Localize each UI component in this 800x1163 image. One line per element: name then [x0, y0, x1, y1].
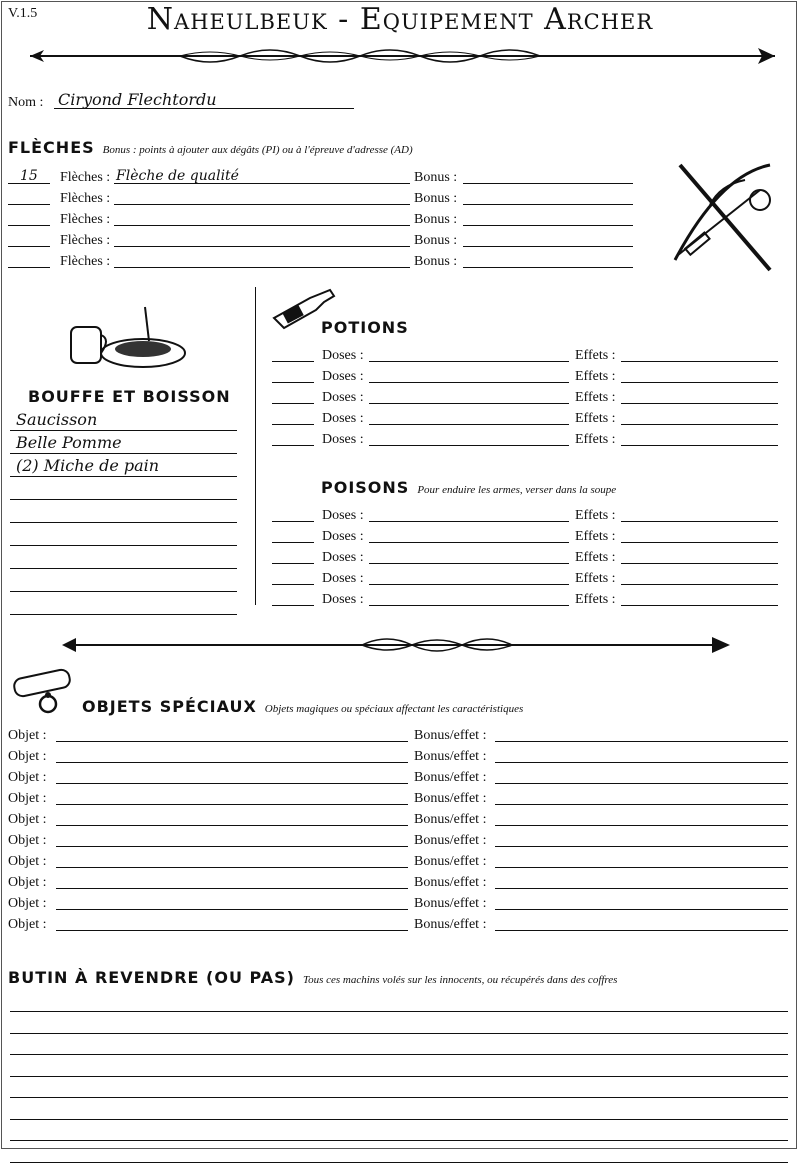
objet-bonus-line[interactable] [495, 825, 788, 826]
potions-effets-label: Effets : [575, 348, 616, 363]
potions-qty-line[interactable] [272, 382, 314, 383]
potions-title: POTIONS [321, 318, 409, 337]
poisons-doses-line[interactable] [369, 605, 569, 606]
fleches-bonus-line[interactable] [463, 183, 633, 184]
potions-qty-line[interactable] [272, 424, 314, 425]
poisons-effets-line[interactable] [621, 542, 778, 543]
objet-line[interactable] [56, 741, 408, 742]
potions-qty-line[interactable] [272, 403, 314, 404]
fleches-bonus-line[interactable] [463, 204, 633, 205]
food-plate-icon [65, 305, 190, 375]
butin-line[interactable] [10, 1162, 788, 1163]
poisons-effets-line[interactable] [621, 605, 778, 606]
fleches-bonus-label: Bonus : [414, 191, 458, 206]
butin-line[interactable] [10, 1076, 788, 1077]
potions-effets-line[interactable] [621, 382, 778, 383]
objet-label: Objet : [8, 875, 47, 890]
butin-line[interactable] [10, 1097, 788, 1098]
bouffe-line [10, 545, 237, 546]
bouffe-line [10, 591, 237, 592]
poisons-effets-label: Effets : [575, 571, 616, 586]
objet-bonus-label: Bonus/effet : [414, 812, 487, 827]
bouffe-line [10, 568, 237, 569]
objet-line[interactable] [56, 783, 408, 784]
potions-doses-line[interactable] [369, 424, 569, 425]
fleches-name-line [114, 204, 410, 205]
potions-doses-line[interactable] [369, 403, 569, 404]
poisons-qty-line[interactable] [272, 563, 314, 564]
fleches-bonus-label: Bonus : [414, 233, 458, 248]
objet-label: Objet : [8, 770, 47, 785]
page-title: Naheulbeuk - Equipement Archer [146, 2, 654, 37]
fleches-qty-line [8, 204, 50, 205]
objet-bonus-label: Bonus/effet : [414, 896, 487, 911]
potions-effets-label: Effets : [575, 390, 616, 405]
poisons-qty-line[interactable] [272, 605, 314, 606]
fleches-bonus-label: Bonus : [414, 170, 458, 185]
spear-divider-top-icon [30, 44, 790, 72]
fleches-bonus-label: Bonus : [414, 212, 458, 227]
fleches-qty-line [8, 225, 50, 226]
poisons-effets-line[interactable] [621, 563, 778, 564]
fleches-label: Flèches : [60, 254, 111, 269]
objet-bonus-label: Bonus/effet : [414, 854, 487, 869]
potions-effets-label: Effets : [575, 432, 616, 447]
potions-doses-label: Doses : [322, 432, 364, 447]
bouffe-line [10, 522, 237, 523]
objet-line[interactable] [56, 804, 408, 805]
poisons-doses-label: Doses : [322, 529, 364, 544]
potions-qty-line[interactable] [272, 445, 314, 446]
objet-label: Objet : [8, 917, 47, 932]
poisons-title: POISONS Pour enduire les armes, verser dans la soupe [321, 478, 617, 497]
potions-doses-line[interactable] [369, 382, 569, 383]
objet-line[interactable] [56, 888, 408, 889]
objet-bonus-line[interactable] [495, 846, 788, 847]
version-label: V.1.5 [8, 6, 38, 21]
objets-title: OBJETS SPÉCIAUX Objets magiques ou spéciaux affectant les caractéristiques [82, 697, 524, 716]
bouffe-item[interactable]: Belle Pomme [16, 433, 122, 452]
fleches-label: Flèches : [60, 170, 111, 185]
objet-bonus-label: Bonus/effet : [414, 917, 487, 932]
potions-doses-label: Doses : [322, 348, 364, 363]
potions-qty-line[interactable] [272, 361, 314, 362]
poisons-doses-label: Doses : [322, 508, 364, 523]
objet-bonus-line[interactable] [495, 888, 788, 889]
poisons-effets-label: Effets : [575, 550, 616, 565]
objet-bonus-label: Bonus/effet : [414, 875, 487, 890]
poisons-doses-line[interactable] [369, 584, 569, 585]
objet-line[interactable] [56, 930, 408, 931]
objet-line[interactable] [56, 909, 408, 910]
poisons-qty-line[interactable] [272, 584, 314, 585]
potions-effets-line[interactable] [621, 403, 778, 404]
objet-line[interactable] [56, 867, 408, 868]
objet-label: Objet : [8, 728, 47, 743]
name-underline [54, 108, 354, 109]
potions-effets-line[interactable] [621, 445, 778, 446]
objet-label: Objet : [8, 749, 47, 764]
fleches-bonus-label: Bonus : [414, 254, 458, 269]
column-divider [255, 287, 256, 605]
bouffe-item[interactable]: (2) Miche de pain [16, 456, 160, 475]
fleches-qty[interactable]: 15 [20, 168, 38, 184]
bouffe-line [10, 499, 237, 500]
butin-line[interactable] [10, 1140, 788, 1141]
poisons-doses-label: Doses : [322, 571, 364, 586]
objet-bonus-line[interactable] [495, 909, 788, 910]
fleches-qty-line [8, 246, 50, 247]
poisons-effets-line[interactable] [621, 584, 778, 585]
bouffe-line [10, 614, 237, 615]
fleches-title: FLÈCHES Bonus : points à ajouter aux dégâts (PI) ou à l'épreuve d'adresse (AD) [8, 138, 413, 157]
poisons-doses-line[interactable] [369, 542, 569, 543]
name-label: Nom : [8, 95, 44, 110]
bouffe-line [10, 476, 237, 477]
fleches-name-line [114, 267, 410, 268]
objet-bonus-label: Bonus/effet : [414, 749, 487, 764]
poisons-effets-line[interactable] [621, 521, 778, 522]
objet-bonus-line[interactable] [495, 804, 788, 805]
staff-divider-icon [62, 632, 734, 658]
potions-effets-label: Effets : [575, 411, 616, 426]
objet-label: Objet : [8, 854, 47, 869]
objet-line[interactable] [56, 825, 408, 826]
fleches-bonus-line[interactable] [463, 225, 633, 226]
objet-label: Objet : [8, 833, 47, 848]
objet-bonus-line[interactable] [495, 762, 788, 763]
bouffe-line [10, 453, 237, 454]
potions-doses-label: Doses : [322, 369, 364, 384]
poisons-doses-line[interactable] [369, 521, 569, 522]
poisons-qty-line[interactable] [272, 521, 314, 522]
poisons-doses-label: Doses : [322, 550, 364, 565]
fleches-label: Flèches : [60, 233, 111, 248]
objet-bonus-label: Bonus/effet : [414, 728, 487, 743]
bouffe-item[interactable]: Saucisson [16, 410, 98, 429]
poisons-effets-label: Effets : [575, 592, 616, 607]
butin-subtitle: Tous ces machins volés sur les innocents, ou récupérés dans des coffres [302, 974, 618, 986]
fleches-bonus-line[interactable] [463, 267, 633, 268]
objet-bonus-line[interactable] [495, 867, 788, 868]
potions-effets-line[interactable] [621, 424, 778, 425]
poisons-subtitle: Pour enduire les armes, verser dans la soupe [417, 484, 617, 496]
objet-line[interactable] [56, 762, 408, 763]
potions-effets-label: Effets : [575, 369, 616, 384]
fleches-subtitle: Bonus : points à ajouter aux dégâts (PI) ou à l'épreuve d'adresse (AD) [102, 144, 413, 156]
poisons-effets-label: Effets : [575, 508, 616, 523]
potions-effets-line[interactable] [621, 361, 778, 362]
objet-bonus-label: Bonus/effet : [414, 770, 487, 785]
poisons-effets-label: Effets : [575, 529, 616, 544]
objet-label: Objet : [8, 896, 47, 911]
fleches-bonus-line[interactable] [463, 246, 633, 247]
objet-bonus-label: Bonus/effet : [414, 791, 487, 806]
fleches-label: Flèches : [60, 191, 111, 206]
objet-bonus-label: Bonus/effet : [414, 833, 487, 848]
potions-doses-line[interactable] [369, 445, 569, 446]
objet-line[interactable] [56, 846, 408, 847]
butin-line[interactable] [10, 1011, 788, 1012]
scroll-ring-icon [8, 664, 78, 716]
bouffe-title: BOUFFE ET BOISSON [28, 387, 231, 406]
fleches-name-line [114, 225, 410, 226]
potions-doses-label: Doses : [322, 411, 364, 426]
objet-bonus-line[interactable] [495, 783, 788, 784]
butin-line[interactable] [10, 1054, 788, 1055]
fleches-label: Flèches : [60, 212, 111, 227]
fleches-name[interactable]: Flèche de qualité [116, 168, 239, 184]
objet-bonus-line[interactable] [495, 930, 788, 931]
objet-label: Objet : [8, 812, 47, 827]
poisons-doses-line[interactable] [369, 563, 569, 564]
potions-doses-line[interactable] [369, 361, 569, 362]
potions-doses-label: Doses : [322, 390, 364, 405]
poisons-qty-line[interactable] [272, 542, 314, 543]
butin-title: BUTIN À REVENDRE (OU PAS) Tous ces machins volés sur les innocents, ou récupérés dans des coffres [8, 968, 618, 987]
butin-line[interactable] [10, 1119, 788, 1120]
bouffe-line [10, 430, 237, 431]
objet-bonus-line[interactable] [495, 741, 788, 742]
poisons-doses-label: Doses : [322, 592, 364, 607]
name-value[interactable]: Ciryond Flechtordu [58, 90, 217, 109]
fleches-qty-line [8, 267, 50, 268]
crossed-weapons-icon [660, 155, 785, 275]
objets-subtitle: Objets magiques ou spéciaux affectant les caractéristiques [264, 703, 524, 715]
objet-label: Objet : [8, 791, 47, 806]
butin-line[interactable] [10, 1033, 788, 1034]
fleches-name-line [114, 246, 410, 247]
